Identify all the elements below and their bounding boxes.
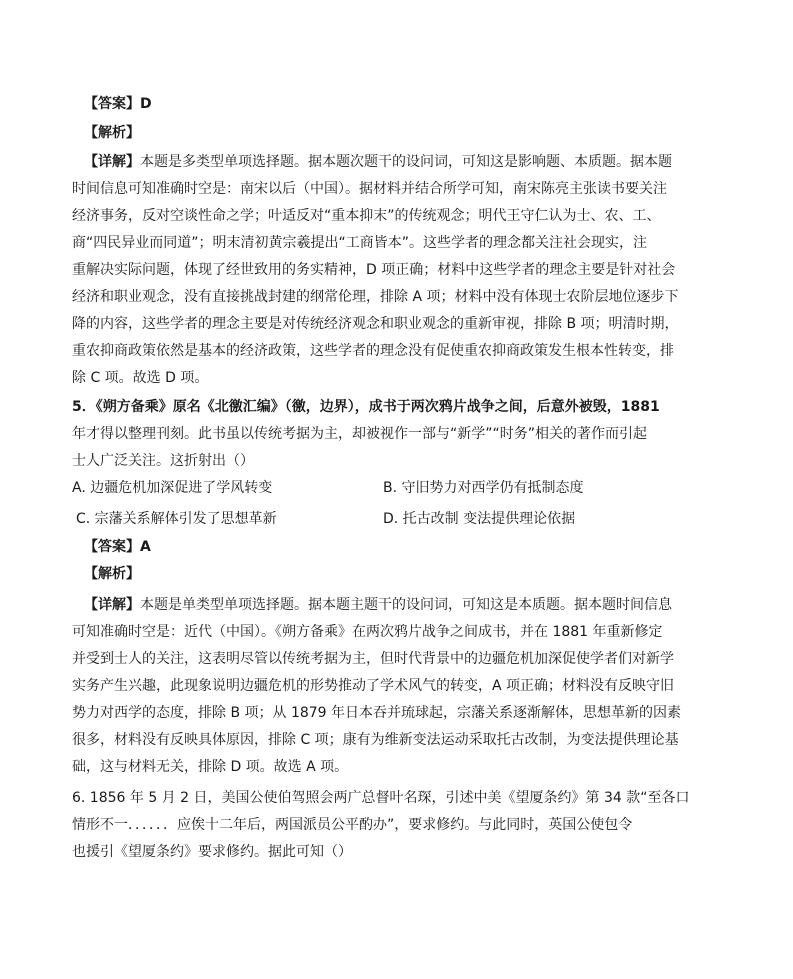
q4-detail-line-1: 时间信息可知准确时空是：南宋以后（中国）。据材料并结合所学可知，南宋陈亮主张读书要关注 <box>72 181 667 197</box>
q5-option-d: D. 托古改制 变法提供理论依据 <box>383 511 576 527</box>
q5-detail-line-6: 础，这与材料无关，排除 D 项。故选 A 项。 <box>72 759 349 775</box>
q5-answer <box>84 538 151 556</box>
q4-detail-line-7: 重农抑商政策依然是基本的经济政策，这些学者的理念没有促使重农抑商政策发生根本性转变，排 <box>72 343 674 359</box>
q6-question-line-0: 6. 1856 年 5 月 2 日，美国公使伯驾照会两广总督叶名琛，引述中美《望厦条约》第 34 款“至各口 <box>72 790 690 806</box>
q5-answer-tag: 【答案】 <box>84 539 140 555</box>
q5-question-line-1: 年才得以整理刊刻。此书虽以传统考据为主，却被视作一部与“新学”“时务”相关的著作而引起 <box>72 426 648 442</box>
q4-answer-tag: 【答案】 <box>84 96 140 112</box>
q5-detail-line-5: 很多，材料没有反映具体原因，排除 C 项；康有为维新变法运动采取托古改制，为变法提供理论基 <box>72 732 679 748</box>
q4-detail-line-0 <box>84 153 672 171</box>
q5-detail-line-4: 势力对西学的态度，排除 B 项；从 1879 年日本吞并琉球起，宗藩关系逐渐解体，思想革新的因素 <box>72 705 682 721</box>
q5-detail-line-2: 并受到士人的关注，这表明尽管以传统考据为主，但时代背景中的边疆危机加深促使学者们对新学 <box>72 651 674 667</box>
q5-question-line-0: 5．《朔方备乘》原名《北徼汇编》（徼，边界），成书于两次鸦片战争之间，后意外被毁，1881 <box>72 399 660 415</box>
q4-answer-value: D <box>140 96 152 112</box>
q5-detail-tag: 【详解】 <box>84 597 140 613</box>
q5-detail-line-0 <box>84 596 672 614</box>
q4-answer <box>84 95 152 113</box>
q4-detail-line-3: 商“四民异业而同道”；明末清初黄宗羲提出“工商皆本”。这些学者的理念都关注社会现实，注 <box>72 235 648 251</box>
q4-detail-line-5: 经济和职业观念，没有直接挑战封建的纲常伦理，排除 A 项；材料中没有体现士农阶层地位逐步下 <box>72 289 679 305</box>
q5-option-a: A. 边疆危机加深促进了学风转变 <box>72 480 273 496</box>
q4-analysis-tag: 【解析】 <box>84 125 140 141</box>
q4-detail-tag: 【详解】 <box>84 154 140 170</box>
q4-detail-line-6: 降的内容，这些学者的理念主要是对传统经济观念和职业观念的重新审视，排除 B 项；明清时期， <box>72 316 679 332</box>
q6-question-line-1: 情形不一．．．．．．应俟十二年后，两国派员公平酌办”，要求修约。与此同时，英国公使包令 <box>72 817 633 833</box>
q5-detail-line-1: 可知准确时空是：近代（中国）。《朔方备乘》在两次鸦片战争之间成书，并在 1881 年重新修定 <box>72 624 663 640</box>
q4-detail-line-2: 经济事务，反对空谈性命之学；叶适反对“重本抑末”的传统观念；明代王守仁认为士、农、工、 <box>72 208 661 224</box>
q5-detail-line-3: 实务产生兴趣，此现象说明边疆危机的形势推动了学术风气的转变，A 项正确；材料没有反映守旧 <box>72 678 675 694</box>
q4-detail-text-0: 本题是多类型单项选择题。据本题次题干的设问词，可知这是影响题、本质题。据本题 <box>140 154 672 170</box>
q5-option-b: B. 守旧势力对西学仍有抵制态度 <box>383 480 584 496</box>
q6-question-line-2: 也援引《望厦条约》要求修约。据此可知（） <box>72 844 352 860</box>
q5-answer-value: A <box>140 539 151 555</box>
q5-analysis-tag: 【解析】 <box>84 566 140 582</box>
q4-detail-line-4: 重解决实际问题，体现了经世致用的务实精神，D 项正确；材料中这些学者的理念主要是针对社会 <box>72 262 676 278</box>
q4-detail-line-8: 除 C 项。故选 D 项。 <box>72 370 209 386</box>
q5-option-c: C. 宗藩关系解体引发了思想革新 <box>76 511 277 527</box>
q5-detail-text-0: 本题是单类型单项选择题。据本题主题干的设问词，可知这是本质题。据本题时间信息 <box>140 597 672 613</box>
q5-question-line-2: 士人广泛关注。这折射出（） <box>72 453 254 469</box>
